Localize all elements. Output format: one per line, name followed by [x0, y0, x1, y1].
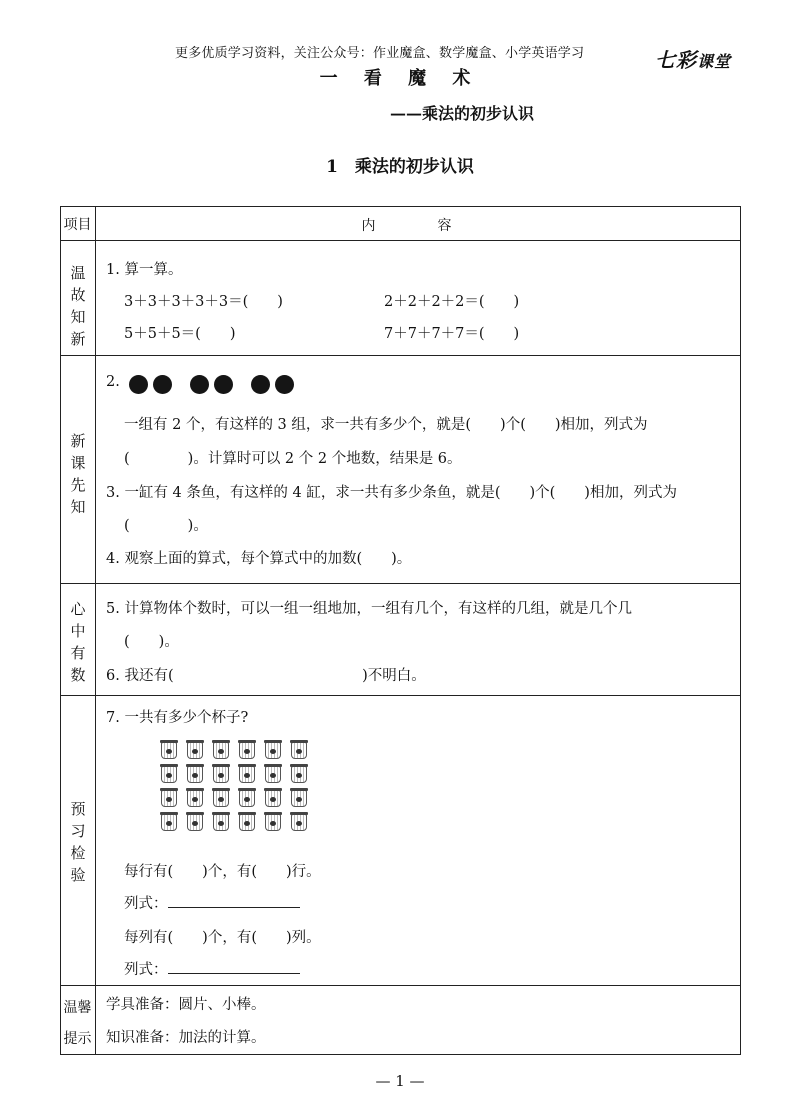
row-divider: [60, 695, 741, 696]
lesson-title: 1 乘法的初步认识: [326, 157, 474, 177]
cup-icon: [291, 766, 307, 783]
column-divider: [95, 206, 96, 1055]
q1-expr-a: 3＋3＋3＋3＋3＝( ): [124, 294, 283, 310]
tips-label-line1: 温馨: [63, 1000, 92, 1016]
tips-tools: 学具准备：圆片、小棒。: [106, 997, 266, 1013]
row-divider: [60, 583, 741, 584]
cup-icon: [291, 814, 307, 831]
cup-icon: [291, 790, 307, 807]
q7-title: 7. 一共有多少个杯子?: [106, 710, 249, 726]
cup-icon: [265, 814, 281, 831]
q7-formula-2: [124, 958, 300, 979]
cup-icon: [187, 814, 203, 831]
q1-expr-d: 7＋7＋7＋7＝( ): [384, 326, 520, 342]
column-header-content: 内 容: [361, 218, 476, 234]
cup-icon: [239, 790, 255, 807]
section-tips-label: [60, 993, 95, 1055]
q2-number: 2.: [106, 374, 120, 390]
unit-title: 一 看 魔 术: [319, 68, 481, 89]
cup-icon: [265, 766, 281, 783]
section-mind-label: 心中有数: [70, 600, 86, 684]
cup-icon: [213, 814, 229, 831]
column-header-item: 项目: [63, 217, 92, 233]
promo-text: 更多优质学习资料，关注公众号：作业魔盒、数学魔盒、小学英语学习: [175, 46, 585, 61]
formula-label: 列式：: [124, 896, 168, 912]
dot: [251, 375, 270, 394]
q4-text: 4. 观察上面的算式，每个算式中的加数( )。: [106, 551, 412, 567]
cup-icon: [239, 742, 255, 759]
cup-icon: [161, 742, 177, 759]
logo-main: 七彩: [655, 48, 697, 72]
cup-icon: [187, 790, 203, 807]
dot: [190, 375, 209, 394]
tips-knowledge: 知识准备：加法的计算。: [106, 1030, 266, 1046]
q1-expr-b: 2＋2＋2＋2＝( ): [384, 294, 520, 310]
unit-subtitle: ——乘法的初步认识: [390, 104, 535, 123]
row-divider: [60, 985, 741, 986]
row-divider: [60, 240, 741, 241]
cup-icon: [213, 766, 229, 783]
q3-line2: ( )。: [124, 518, 208, 534]
cup-array: [158, 742, 310, 834]
answer-line[interactable]: [168, 893, 300, 908]
row-divider: [60, 355, 741, 356]
cup-icon: [187, 766, 203, 783]
q3-line1: 3. 一缸有 4 条鱼，有这样的 4 缸，求一共有多少条鱼，就是( )个( )相加，列式为: [106, 485, 677, 501]
cup-icon: [213, 742, 229, 759]
logo-sub: 课堂: [697, 52, 732, 71]
q7-formula-1: [124, 892, 300, 913]
cup-icon: [291, 742, 307, 759]
cup-icon: [239, 766, 255, 783]
dot: [129, 375, 148, 394]
dot: [214, 375, 233, 394]
cup-icon: [213, 790, 229, 807]
section-new-lesson-label: 新课先知: [70, 432, 86, 516]
q5-line1: 5. 计算物体个数时，可以一组一组地加，一组有几个，有这样的几组，就是几个几: [106, 601, 632, 617]
cup-icon: [161, 814, 177, 831]
cup-icon: [265, 790, 281, 807]
q7-col-question: 每列有( )个，有( )列。: [124, 930, 321, 946]
cup-icon: [265, 742, 281, 759]
q7-row-question: 每行有( )个，有( )行。: [124, 864, 321, 880]
cup-icon: [161, 790, 177, 807]
cup-icon: [239, 814, 255, 831]
tips-label-line2: 提示: [63, 1031, 92, 1047]
cup-icon: [187, 742, 203, 759]
q2-line2: ( )。计算时可以 2 个 2 个地数，结果是 6。: [124, 451, 462, 467]
section-check-label: 预习检验: [70, 800, 86, 884]
dot: [153, 375, 172, 394]
dot: [275, 375, 294, 394]
q5-line2: ( )。: [124, 634, 179, 650]
answer-line[interactable]: [168, 959, 300, 974]
q1-expr-c: 5＋5＋5＝( ): [124, 326, 236, 342]
page-number: — 1 —: [375, 1072, 425, 1090]
formula-label: 列式：: [124, 962, 168, 978]
q1-title: 1. 算一算。: [106, 262, 183, 278]
q2-line1: 一组有 2 个，有这样的 3 组，求一共有多少个，就是( )个( )相加，列式为: [124, 417, 648, 433]
q6-text: 6. 我还有( )不明白。: [106, 668, 426, 684]
section-review-label: 温故知新: [70, 264, 86, 348]
cup-icon: [161, 766, 177, 783]
